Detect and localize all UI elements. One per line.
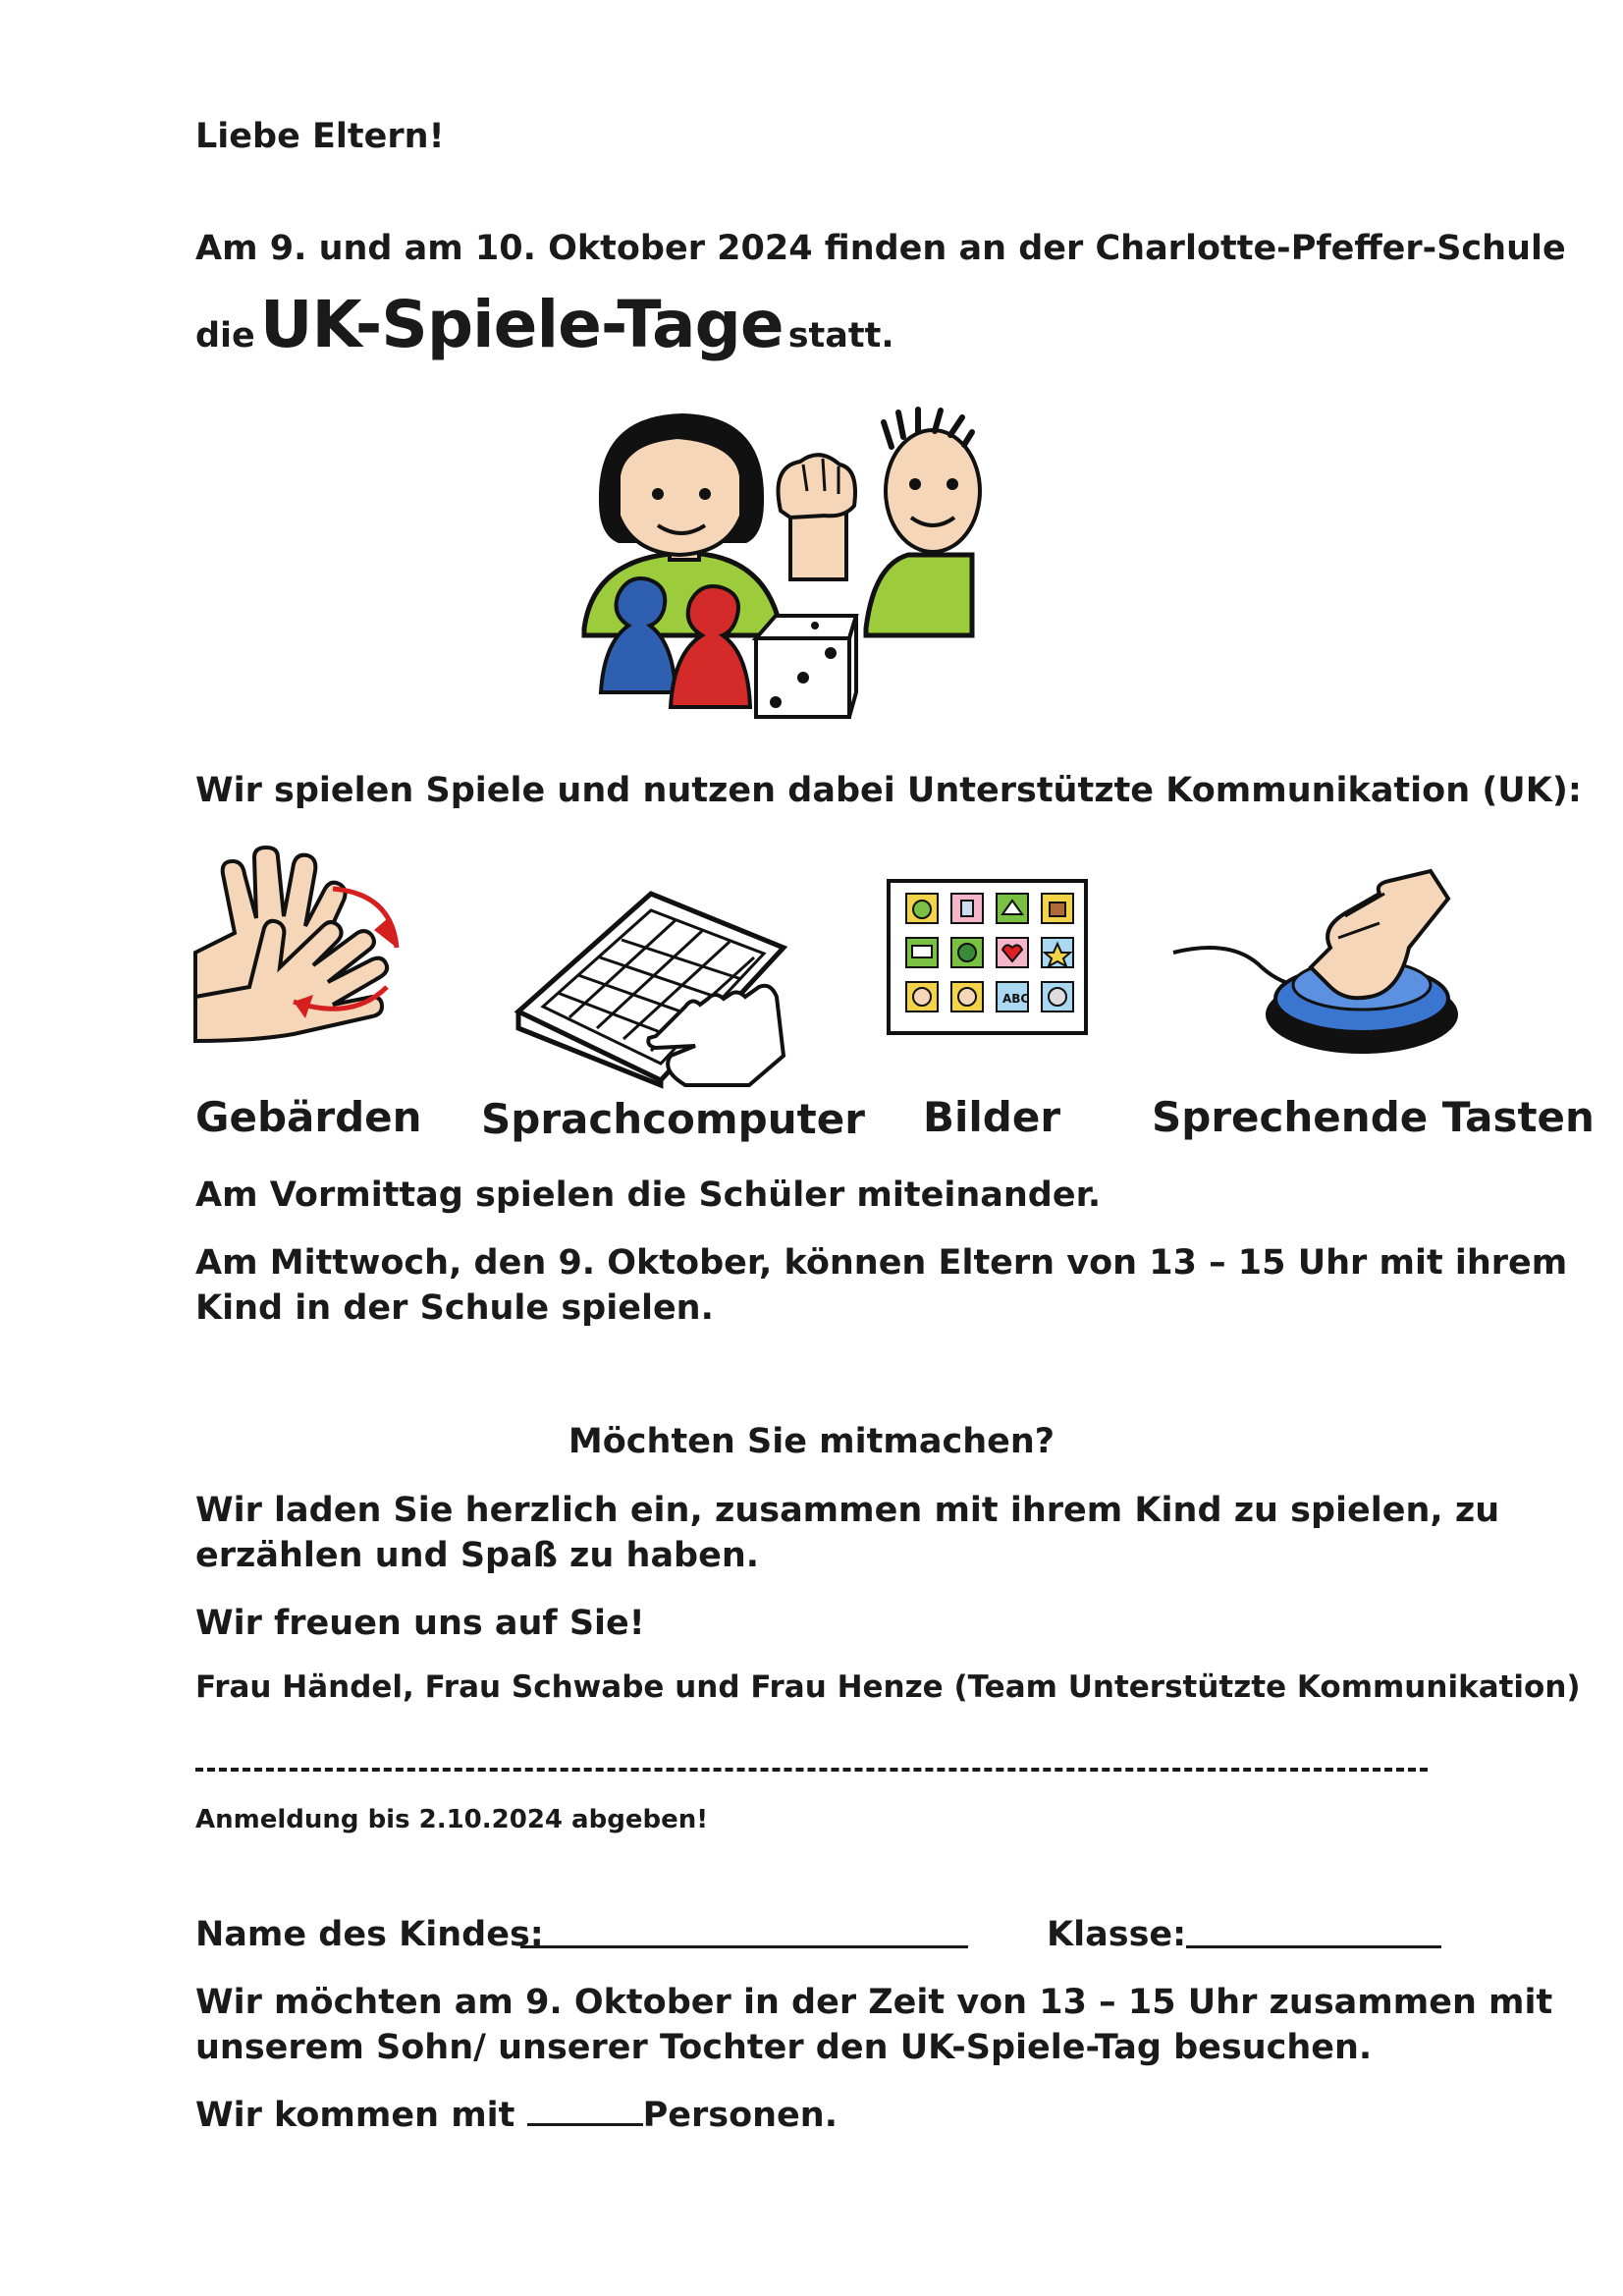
persons-count-field[interactable] [527,2094,643,2126]
signing-hands-icon [195,849,406,1041]
uk-method-label: Sprechende Tasten [1152,1093,1595,1141]
intro-line: Am 9. und am 10. Oktober 2024 finden an der Charlotte-Pfeffer-Schule [195,229,1566,268]
cut-line [195,1768,1428,1772]
picture-board-icon [887,879,1088,1036]
invite-text-line1: Wir laden Sie herzlich ein, zusammen mit ihrem Kind zu spielen, zu [195,1491,1500,1530]
uk-intro-text: Wir spielen Spiele und nutzen dabei Unterstützte Kommunikation (UK): [195,771,1582,810]
intro-suffix: statt. [787,316,894,355]
children-playing-game-icon [579,408,972,727]
signature-text: Frau Händel, Frau Schwabe und Frau Henze (Team Unterstützte Kommunikation) [195,1669,1581,1705]
intro-prefix: die [195,316,255,355]
child-name-label: Name des Kindes: [195,1915,544,1954]
persons-line [195,2093,838,2138]
speech-computer-icon [514,889,788,1085]
talking-button-icon [1173,869,1458,1066]
morning-text: Am Vormittag spielen die Schüler miteinander. [195,1175,1102,1215]
persons-suffix: Personen. [642,2096,839,2135]
uk-method-label: Gebärden [195,1093,422,1141]
child-name-field[interactable] [520,1945,968,1948]
invite-text-line2: erzählen und Spaß zu haben. [195,1536,760,1575]
class-label: Klasse: [1047,1915,1187,1954]
wednesday-text-line2: Kind in der Schule spielen. [195,1288,714,1328]
registration-deadline: Anmeldung bis 2.10.2024 abgeben! [195,1805,709,1834]
event-title: UK-Spiele-Tage [259,287,784,362]
greeting: Liebe Eltern! [195,117,445,156]
visit-text-line1: Wir möchten am 9. Oktober in der Zeit von 13 – 15 Uhr zusammen mit [195,1983,1553,2022]
uk-method-label: Bilder [923,1093,1061,1141]
svg-text:ABC: ABC [1002,992,1030,1006]
persons-prefix: Wir kommen mit [195,2096,515,2135]
event-title-line [195,287,894,362]
wednesday-text-line1: Am Mittwoch, den 9. Oktober, können Eltern von 13 – 15 Uhr mit ihrem [195,1243,1568,1283]
class-field[interactable] [1186,1945,1441,1948]
uk-method-label: Sprachcomputer [481,1095,865,1143]
question-heading: Möchten Sie mitmachen? [568,1422,1055,1461]
visit-text-line2: unserem Sohn/ unserer Tochter den UK-Spiele-Tag besuchen. [195,2028,1373,2067]
looking-forward-text: Wir freuen uns auf Sie! [195,1604,645,1643]
